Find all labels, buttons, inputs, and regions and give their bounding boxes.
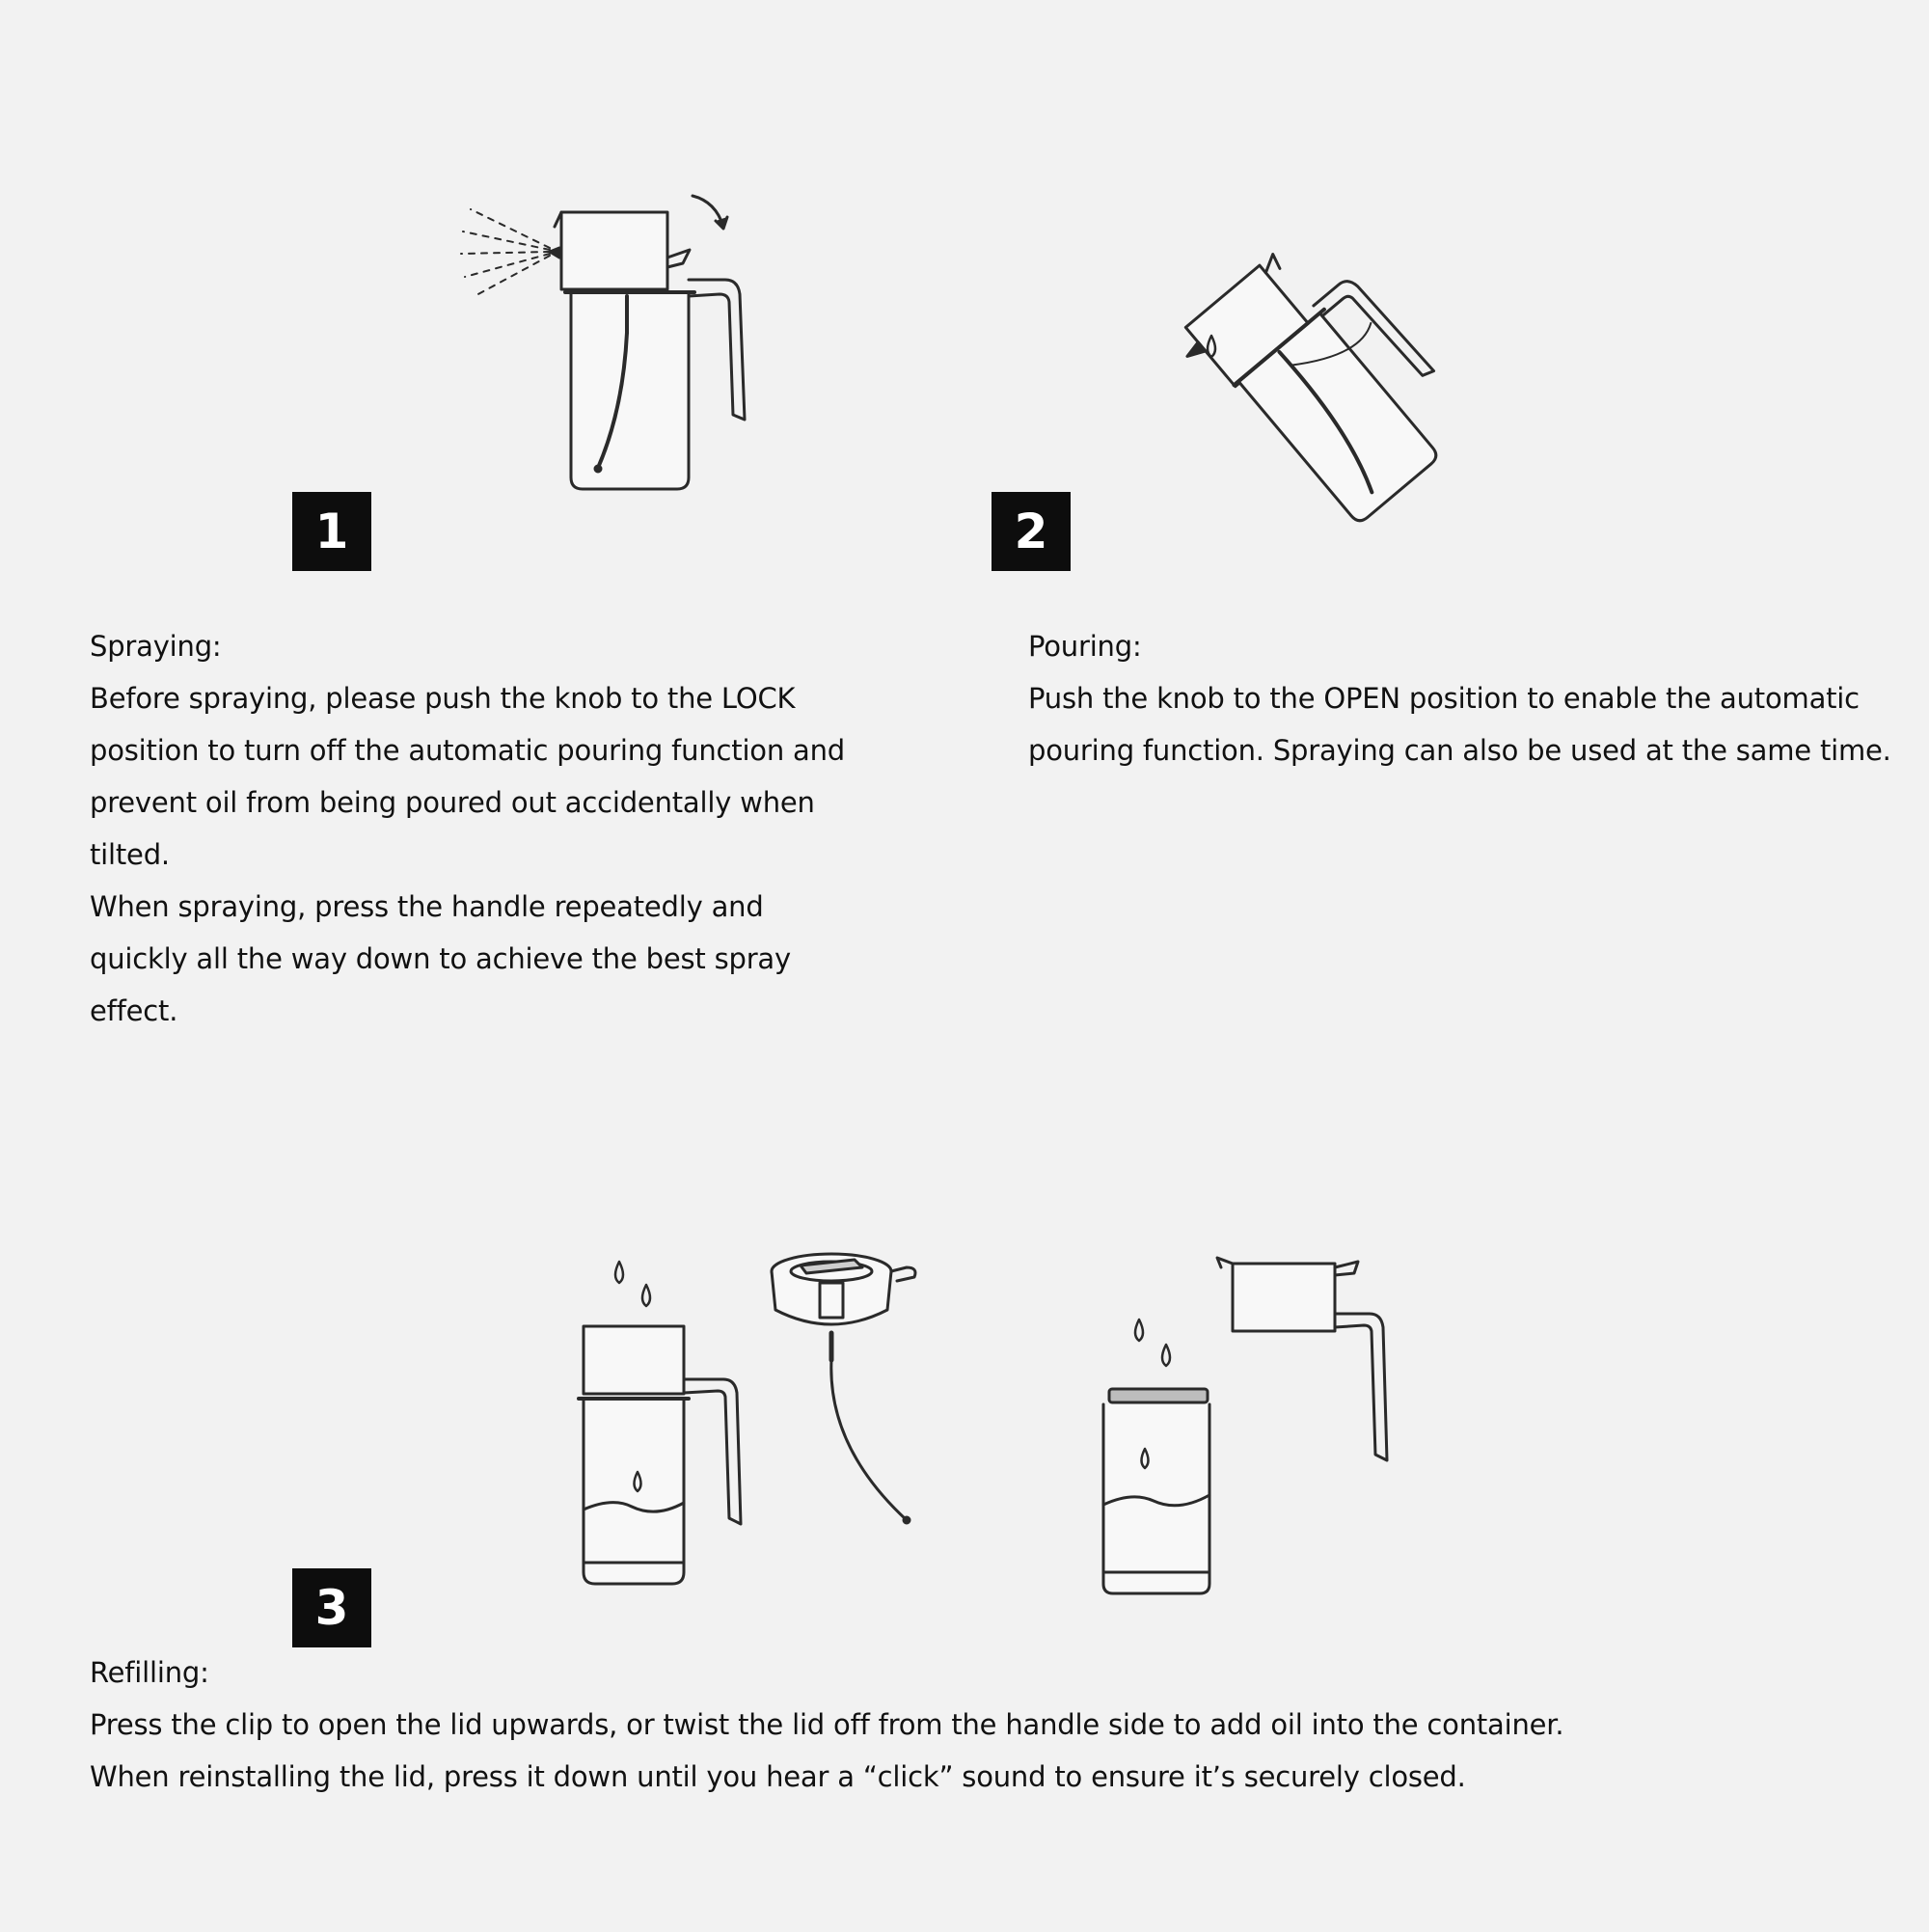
detached-lid-illustration [762,1244,936,1534]
step-heading: Spraying: [90,630,222,663]
refill-bottle-with-lid-illustration [569,1244,762,1592]
open-bottle-and-lid-icon [1090,1244,1437,1601]
step-2-instructions [1028,620,1896,776]
step-paragraph: Press the clip to open the lid upwards, or twist the lid off from the handle side to add oil into the container. [90,1708,1564,1741]
step-paragraph: When spraying, press the handle repeatedly and quickly all the way down to achieve the best spray effect. [90,890,791,1027]
step-paragraph: Before spraying, please push the knob to the LOCK position to turn off the automatic pouring function and prevent oil from being poured out accidentally when tilted. [90,682,846,871]
step-number-badge: 1 [292,492,371,571]
step-3-instructions [90,1646,1729,1803]
step-heading: Pouring: [1028,630,1142,663]
step-paragraph: When reinstalling the lid, press it down until you hear a “click” sound to ensure it’s securely closed. [90,1760,1466,1793]
step-paragraph: Push the knob to the OPEN position to enable the automatic pouring function. Spraying can also be used at the same time. [1028,682,1891,767]
spraying-bottle-illustration [453,188,762,506]
step-number-badge: 2 [992,492,1071,571]
step-1-instructions [90,620,852,1037]
pouring-bottle-illustration [1157,174,1485,502]
pouring-bottle-icon [1157,174,1485,502]
bottle-with-lid-icon [569,1244,762,1592]
spray-mist [461,209,550,296]
spraying-bottle-icon [453,188,762,506]
step-number-badge: 3 [292,1568,371,1647]
open-bottle-illustration [1090,1244,1437,1601]
step-heading: Refilling: [90,1656,209,1689]
lid-with-tube-icon [762,1244,936,1534]
